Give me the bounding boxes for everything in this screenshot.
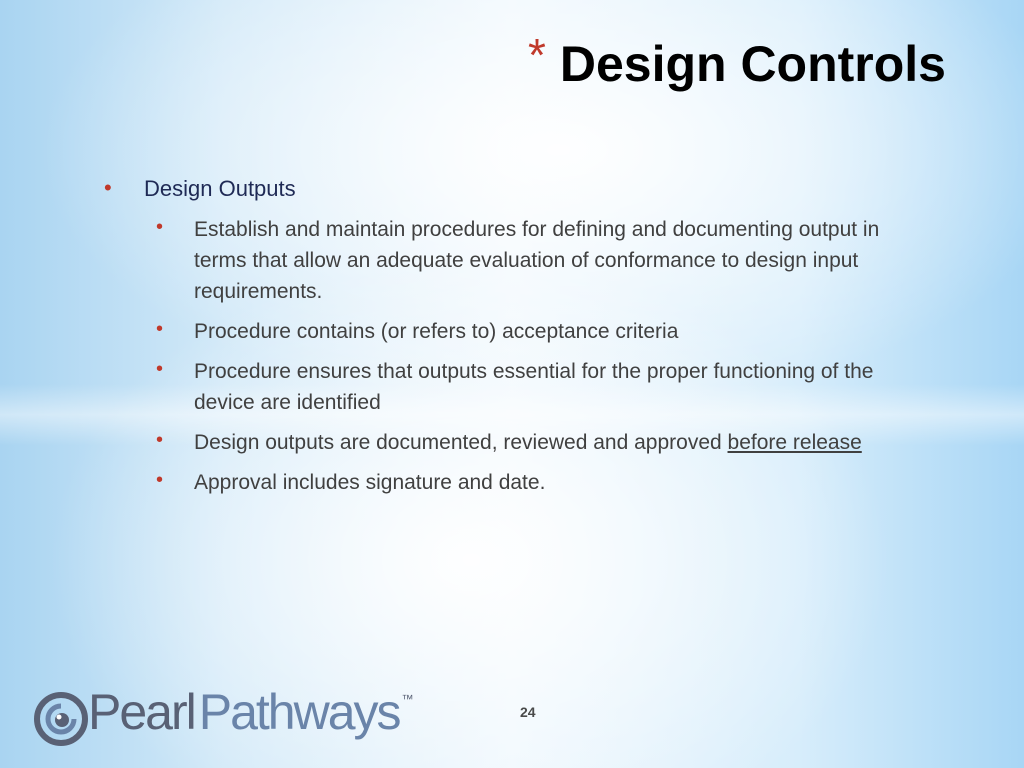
- title-asterisk: *: [527, 29, 546, 81]
- bullet-icon: •: [156, 429, 164, 451]
- logo-word-pathways: Pathways: [198, 684, 400, 740]
- company-logo: [34, 682, 414, 755]
- list-item: [156, 427, 944, 458]
- underlined-emphasis: before release: [727, 431, 862, 454]
- bullet-icon: •: [156, 358, 164, 380]
- slide-title: [527, 29, 946, 94]
- pearl-swirl-icon: [34, 692, 88, 746]
- list-item-text: Procedure contains (or refers to) acceptance criteria: [194, 320, 679, 343]
- list-item: [156, 467, 944, 498]
- page-number: 24: [520, 704, 536, 720]
- bullet-icon: •: [156, 318, 164, 340]
- sub-bullet-list: [156, 214, 944, 498]
- list-item-text: Establish and maintain procedures for defining and documenting output in terms that allow an adequate evaluation of conformance to design input requirements.: [194, 218, 880, 303]
- bullet-icon: •: [104, 175, 112, 200]
- list-item-text: Procedure ensures that outputs essential for the proper functioning of the device are identified: [194, 360, 874, 414]
- list-item-text: Approval includes signature and date.: [194, 471, 546, 494]
- list-item: [156, 316, 944, 347]
- content-area: [104, 174, 944, 507]
- bullet-icon: •: [156, 469, 164, 491]
- section-heading: Design Outputs: [144, 176, 296, 201]
- list-item: [156, 356, 944, 418]
- list-item-text: [194, 427, 924, 458]
- list-item: [156, 214, 944, 307]
- list-item-text-plain: Design outputs are documented, reviewed and approved: [194, 431, 728, 454]
- bullet-level1: [104, 174, 944, 204]
- logo-wordmark: [88, 682, 414, 755]
- title-text: Design Controls: [559, 36, 946, 92]
- trademark-symbol: ™: [401, 692, 414, 706]
- logo-word-pearl: Pearl: [88, 684, 195, 740]
- bullet-icon: •: [156, 216, 164, 238]
